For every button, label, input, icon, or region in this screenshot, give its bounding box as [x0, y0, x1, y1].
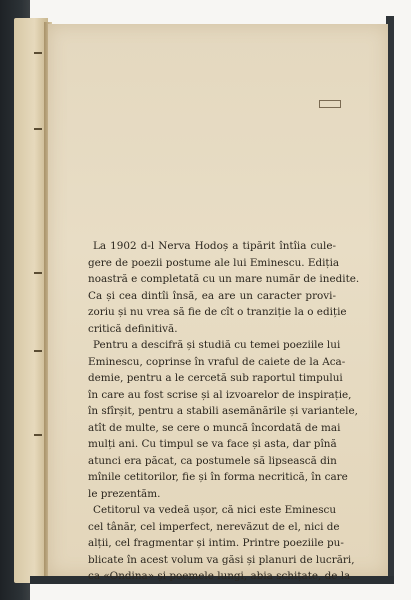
text-line: gere de poezii postume ale lui Eminescu. Ediția [88, 256, 340, 269]
text-line: Eminescu, coprinse în vraful de caiete de la Aca- [88, 355, 346, 368]
page-text [88, 238, 360, 585]
text-line: în care au fost scrise și al izvoarelor de inspirație, [88, 388, 352, 401]
text-line: alții, cel fragmentar și intim. Printre poeziile pu- [88, 537, 344, 549]
text-line: atît de multe, se cere o muncă încordată de mai [88, 421, 341, 434]
text-line: Ca și cea dintîi însă, ea are un caracter provi- [88, 289, 336, 302]
binding-stitch [34, 434, 42, 436]
text-line: mînile cetitorilor, fie și în forma necritică, în care [88, 471, 348, 483]
text-line: Pentru a descifră și studiă cu temei poeziile lui [93, 339, 341, 351]
text-line: cel tânăr, cel imperfect, nerevăzut de el, nici de [88, 520, 340, 533]
binding-stitch [34, 272, 42, 274]
text-line: atunci era păcat, ca postumele să lipsească din [88, 454, 337, 467]
text-line: în sfîrșit, pentru a stabili asemănările și variantele, [88, 405, 358, 417]
text-line: mulți ani. Cu timpul se va face și asta, dar pînă [88, 438, 337, 450]
paragraph [88, 337, 358, 502]
binding-stitch [34, 52, 42, 54]
text-line: critică definitivă. [88, 322, 178, 335]
text-line: La 1902 d-l Nerva Hodoș a tipărit întîia cule- [93, 240, 336, 252]
text-line: zoriu și nu vrea să fie de cît o tranziție la o ediție [88, 306, 347, 318]
paragraph [88, 238, 360, 337]
text-line: noastră e completată cu un mare număr de inedite. [88, 273, 360, 285]
text-line: demie, pentru a le cercetă sub raportul timpului [88, 372, 343, 384]
binding-stitch [34, 128, 42, 130]
text-line: le prezentăm. [88, 487, 161, 500]
paragraph [88, 502, 355, 585]
binding-stitch [34, 350, 42, 352]
library-stamp [319, 100, 341, 108]
left-page-edge [14, 18, 48, 583]
text-line: blicate în acest volum va găsi și planuri de lucrări, [88, 553, 355, 566]
text-line: ca «Ondina» și poemele lungi, abia schițate, de la [88, 570, 351, 582]
text-line: Cetitorul va vedeă ușor, că nici este Eminescu [93, 504, 337, 516]
